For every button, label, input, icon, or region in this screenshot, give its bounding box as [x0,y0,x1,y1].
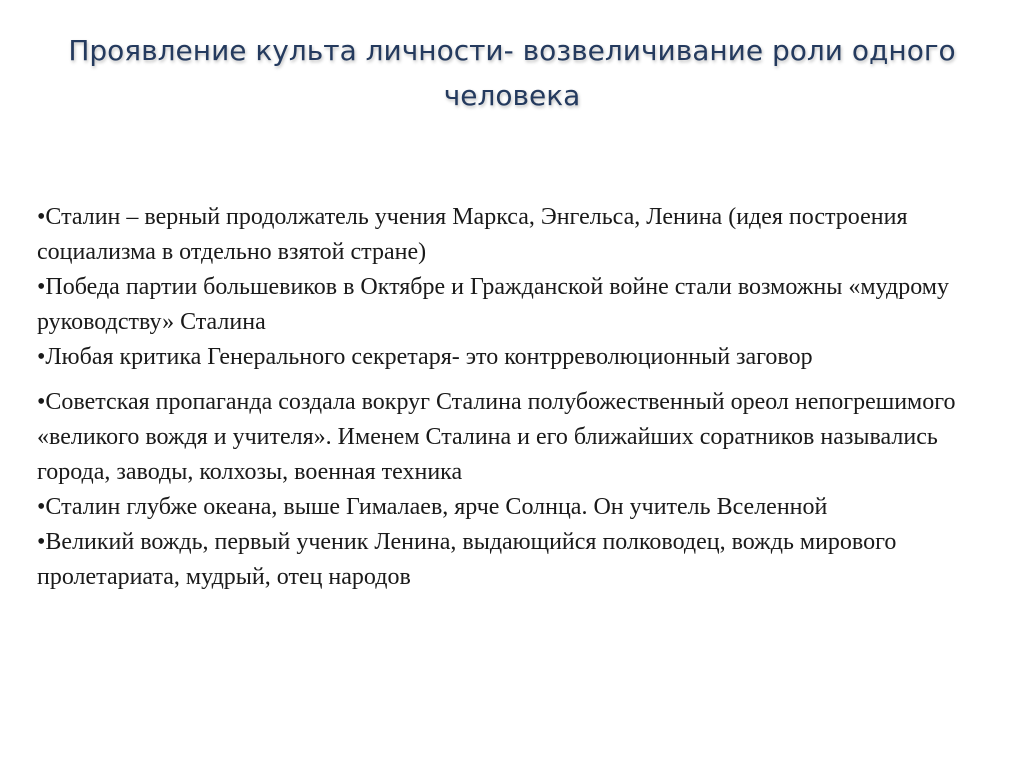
bullet-item: •Сталин глубже океана, выше Гималаев, ярче Солнца. Он учитель Вселенной [37,494,828,520]
bullet-item: •Великий вождь, первый ученик Ленина, выдающийся полководец, вождь мирового пролетариата, мудрый, отец народов [37,529,897,590]
slide-title: Проявление культа личности- возвеличивание роли одного человека [68,34,956,112]
bullet-item: •Победа партии большевиков в Октябре и Гражданской войне стали возможны «мудрому руководству» Сталина [37,274,949,335]
bullet-item: •Советская пропаганда создала вокруг Сталина полубожественный ореол непогрешимого «великого вождя и учителя». Именем Сталина и его ближайших соратников назывались города, заводы, колхозы, военная техника [37,389,956,485]
bullet-item: •Сталин – верный продолжатель учения Маркса, Энгельса, Ленина (идея построения социализма в отдельно взятой стране) [37,204,908,265]
slide-body [37,200,967,595]
bullet-item: •Любая критика Генерального секретаря- это контрреволюционный заговор [37,344,813,370]
